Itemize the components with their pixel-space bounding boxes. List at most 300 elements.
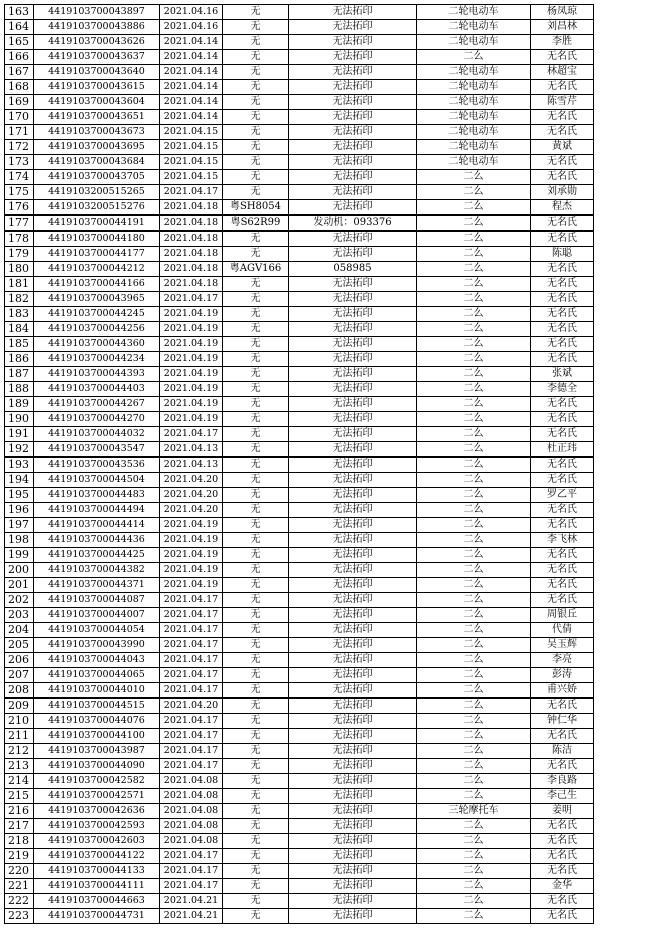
plate-cell: 无 bbox=[223, 488, 289, 503]
record-id-cell: 4419103700044100 bbox=[34, 729, 160, 744]
plate-cell: 无 bbox=[223, 307, 289, 322]
record-id-cell: 4419103700044007 bbox=[34, 608, 160, 623]
plate-cell: 无 bbox=[223, 337, 289, 352]
table-row bbox=[5, 623, 594, 638]
engine-cell: 无法拓印 bbox=[289, 155, 417, 170]
engine-cell: 无法拓印 bbox=[289, 789, 417, 804]
row-number-cell: 197 bbox=[5, 518, 34, 533]
plate-cell: 无 bbox=[223, 457, 289, 473]
date-cell: 2021.04.19 bbox=[160, 322, 223, 337]
vehicle-type-cell: 二么 bbox=[417, 879, 531, 894]
row-number-cell: 183 bbox=[5, 307, 34, 322]
row-number-cell: 172 bbox=[5, 140, 34, 155]
table-row bbox=[5, 729, 594, 744]
row-number-cell: 174 bbox=[5, 170, 34, 185]
record-id-cell: 4419103700044090 bbox=[34, 759, 160, 774]
plate-cell: 无 bbox=[223, 185, 289, 200]
date-cell: 2021.04.17 bbox=[160, 608, 223, 623]
owner-cell: 无名氏 bbox=[531, 125, 594, 140]
owner-cell: 无名氏 bbox=[531, 729, 594, 744]
row-number-cell: 215 bbox=[5, 789, 34, 804]
plate-cell: 无 bbox=[223, 608, 289, 623]
date-cell: 2021.04.15 bbox=[160, 125, 223, 140]
table-row bbox=[5, 909, 594, 924]
table-row bbox=[5, 5, 594, 20]
plate-cell: 无 bbox=[223, 322, 289, 337]
engine-cell: 无法拓印 bbox=[289, 277, 417, 292]
record-id-cell: 4419103700043987 bbox=[34, 744, 160, 759]
row-number-cell: 185 bbox=[5, 337, 34, 352]
record-id-cell: 4419103700044111 bbox=[34, 879, 160, 894]
record-id-cell: 4419103700043604 bbox=[34, 95, 160, 110]
table-row bbox=[5, 834, 594, 849]
date-cell: 2021.04.17 bbox=[160, 759, 223, 774]
record-id-cell: 4419103700044360 bbox=[34, 337, 160, 352]
engine-cell: 发动机：093376 bbox=[289, 215, 417, 231]
engine-cell: 无法拓印 bbox=[289, 382, 417, 397]
date-cell: 2021.04.17 bbox=[160, 714, 223, 729]
table-row bbox=[5, 231, 594, 247]
table-row bbox=[5, 35, 594, 50]
table-row bbox=[5, 322, 594, 337]
engine-cell: 无法拓印 bbox=[289, 638, 417, 653]
record-id-cell: 4419103700043547 bbox=[34, 442, 160, 458]
owner-cell: 金华 bbox=[531, 879, 594, 894]
row-number-cell: 165 bbox=[5, 35, 34, 50]
owner-cell: 李飞林 bbox=[531, 533, 594, 548]
owner-cell: 无名氏 bbox=[531, 292, 594, 307]
owner-cell: 无名氏 bbox=[531, 548, 594, 563]
plate-cell: 无 bbox=[223, 277, 289, 292]
vehicle-type-cell: 二轮电动车 bbox=[417, 5, 531, 20]
owner-cell: 李亮 bbox=[531, 653, 594, 668]
engine-cell: 无法拓印 bbox=[289, 200, 417, 216]
engine-cell: 无法拓印 bbox=[289, 804, 417, 819]
engine-cell: 无法拓印 bbox=[289, 653, 417, 668]
row-number-cell: 170 bbox=[5, 110, 34, 125]
engine-cell: 无法拓印 bbox=[289, 50, 417, 65]
owner-cell: 吴玉辉 bbox=[531, 638, 594, 653]
engine-cell: 无法拓印 bbox=[289, 80, 417, 95]
engine-cell: 无法拓印 bbox=[289, 714, 417, 729]
plate-cell: 无 bbox=[223, 292, 289, 307]
date-cell: 2021.04.15 bbox=[160, 140, 223, 155]
vehicle-type-cell: 二么 bbox=[417, 894, 531, 909]
owner-cell: 无名氏 bbox=[531, 563, 594, 578]
owner-cell: 无名氏 bbox=[531, 231, 594, 247]
record-id-cell: 4419103700043637 bbox=[34, 50, 160, 65]
plate-cell: 无 bbox=[223, 125, 289, 140]
date-cell: 2021.04.17 bbox=[160, 668, 223, 683]
vehicle-type-cell: 二轮电动车 bbox=[417, 65, 531, 80]
row-number-cell: 210 bbox=[5, 714, 34, 729]
engine-cell: 无法拓印 bbox=[289, 140, 417, 155]
owner-cell: 无名氏 bbox=[531, 80, 594, 95]
plate-cell: 无 bbox=[223, 50, 289, 65]
date-cell: 2021.04.08 bbox=[160, 789, 223, 804]
table-row bbox=[5, 65, 594, 80]
owner-cell: 周银丘 bbox=[531, 608, 594, 623]
record-id-cell: 4419103700044087 bbox=[34, 593, 160, 608]
engine-cell: 无法拓印 bbox=[289, 5, 417, 20]
record-id-cell: 4419103700042636 bbox=[34, 804, 160, 819]
date-cell: 2021.04.16 bbox=[160, 20, 223, 35]
owner-cell: 无名氏 bbox=[531, 397, 594, 412]
record-id-cell: 4419103700044267 bbox=[34, 397, 160, 412]
plate-cell: 无 bbox=[223, 412, 289, 427]
vehicle-type-cell: 二么 bbox=[417, 789, 531, 804]
owner-cell: 无名氏 bbox=[531, 170, 594, 185]
table-row bbox=[5, 563, 594, 578]
record-id-cell: 4419103200515276 bbox=[34, 200, 160, 216]
row-number-cell: 208 bbox=[5, 683, 34, 699]
row-number-cell: 171 bbox=[5, 125, 34, 140]
engine-cell: 无法拓印 bbox=[289, 322, 417, 337]
plate-cell: 无 bbox=[223, 442, 289, 458]
vehicle-type-cell: 二轮电动车 bbox=[417, 95, 531, 110]
plate-cell: 无 bbox=[223, 834, 289, 849]
owner-cell: 无名氏 bbox=[531, 894, 594, 909]
row-number-cell: 222 bbox=[5, 894, 34, 909]
record-id-cell: 4419103700043965 bbox=[34, 292, 160, 307]
row-number-cell: 211 bbox=[5, 729, 34, 744]
plate-cell: 无 bbox=[223, 804, 289, 819]
engine-cell: 无法拓印 bbox=[289, 578, 417, 593]
plate-cell: 无 bbox=[223, 744, 289, 759]
row-number-cell: 168 bbox=[5, 80, 34, 95]
engine-cell: 无法拓印 bbox=[289, 65, 417, 80]
plate-cell: 无 bbox=[223, 849, 289, 864]
vehicle-type-cell: 二么 bbox=[417, 533, 531, 548]
record-id-cell: 4419103700042582 bbox=[34, 774, 160, 789]
plate-cell: 无 bbox=[223, 593, 289, 608]
record-id-cell: 4419103700044414 bbox=[34, 518, 160, 533]
plate-cell: 无 bbox=[223, 427, 289, 442]
engine-cell: 无法拓印 bbox=[289, 125, 417, 140]
table-row bbox=[5, 367, 594, 382]
row-number-cell: 163 bbox=[5, 5, 34, 20]
row-number-cell: 216 bbox=[5, 804, 34, 819]
table-row bbox=[5, 427, 594, 442]
record-id-cell: 4419103700043626 bbox=[34, 35, 160, 50]
table-row bbox=[5, 247, 594, 262]
plate-cell: 无 bbox=[223, 759, 289, 774]
vehicle-type-cell: 二么 bbox=[417, 759, 531, 774]
engine-cell: 无法拓印 bbox=[289, 683, 417, 699]
plate-cell: 无 bbox=[223, 35, 289, 50]
row-number-cell: 207 bbox=[5, 668, 34, 683]
table-row bbox=[5, 292, 594, 307]
record-id-cell: 4419103700044054 bbox=[34, 623, 160, 638]
date-cell: 2021.04.19 bbox=[160, 563, 223, 578]
vehicle-type-cell: 二么 bbox=[417, 488, 531, 503]
date-cell: 2021.04.19 bbox=[160, 382, 223, 397]
row-number-cell: 205 bbox=[5, 638, 34, 653]
vehicle-type-cell: 二么 bbox=[417, 638, 531, 653]
vehicle-type-cell: 二么 bbox=[417, 231, 531, 247]
date-cell: 2021.04.19 bbox=[160, 367, 223, 382]
row-number-cell: 167 bbox=[5, 65, 34, 80]
vehicle-type-cell: 二么 bbox=[417, 262, 531, 277]
engine-cell: 无法拓印 bbox=[289, 35, 417, 50]
row-number-cell: 192 bbox=[5, 442, 34, 458]
vehicle-type-cell: 三轮摩托车 bbox=[417, 804, 531, 819]
date-cell: 2021.04.19 bbox=[160, 307, 223, 322]
date-cell: 2021.04.17 bbox=[160, 185, 223, 200]
date-cell: 2021.04.18 bbox=[160, 277, 223, 292]
plate-cell: 无 bbox=[223, 638, 289, 653]
record-id-cell: 4419103700043684 bbox=[34, 155, 160, 170]
record-id-cell: 4419103700044032 bbox=[34, 427, 160, 442]
row-number-cell: 164 bbox=[5, 20, 34, 35]
row-number-cell: 202 bbox=[5, 593, 34, 608]
record-id-cell: 4419103700044180 bbox=[34, 231, 160, 247]
table-row bbox=[5, 503, 594, 518]
record-id-cell: 4419103700044245 bbox=[34, 307, 160, 322]
vehicle-type-cell: 二么 bbox=[417, 608, 531, 623]
date-cell: 2021.04.17 bbox=[160, 683, 223, 699]
table-row bbox=[5, 170, 594, 185]
vehicle-type-cell: 二么 bbox=[417, 593, 531, 608]
plate-cell: 无 bbox=[223, 110, 289, 125]
row-number-cell: 198 bbox=[5, 533, 34, 548]
owner-cell: 无名氏 bbox=[531, 352, 594, 367]
owner-cell: 无名氏 bbox=[531, 155, 594, 170]
plate-cell: 无 bbox=[223, 170, 289, 185]
date-cell: 2021.04.13 bbox=[160, 457, 223, 473]
engine-cell: 无法拓印 bbox=[289, 774, 417, 789]
table-body bbox=[5, 5, 594, 924]
record-id-cell: 4419103700044483 bbox=[34, 488, 160, 503]
vehicle-type-cell: 二么 bbox=[417, 352, 531, 367]
record-id-cell: 4419103700044504 bbox=[34, 473, 160, 488]
row-number-cell: 196 bbox=[5, 503, 34, 518]
row-number-cell: 213 bbox=[5, 759, 34, 774]
row-number-cell: 200 bbox=[5, 563, 34, 578]
owner-cell: 李己生 bbox=[531, 789, 594, 804]
engine-cell: 无法拓印 bbox=[289, 533, 417, 548]
vehicle-type-cell: 二么 bbox=[417, 50, 531, 65]
owner-cell: 无名氏 bbox=[531, 412, 594, 427]
row-number-cell: 169 bbox=[5, 95, 34, 110]
table-row bbox=[5, 879, 594, 894]
record-id-cell: 4419103700044133 bbox=[34, 864, 160, 879]
date-cell: 2021.04.21 bbox=[160, 909, 223, 924]
date-cell: 2021.04.17 bbox=[160, 623, 223, 638]
engine-cell: 无法拓印 bbox=[289, 170, 417, 185]
record-id-cell: 4419103200515265 bbox=[34, 185, 160, 200]
record-id-cell: 4419103700044436 bbox=[34, 533, 160, 548]
vehicle-type-cell: 二么 bbox=[417, 849, 531, 864]
date-cell: 2021.04.19 bbox=[160, 548, 223, 563]
record-id-cell: 4419103700044494 bbox=[34, 503, 160, 518]
date-cell: 2021.04.17 bbox=[160, 427, 223, 442]
row-number-cell: 184 bbox=[5, 322, 34, 337]
plate-cell: 无 bbox=[223, 548, 289, 563]
owner-cell: 无名氏 bbox=[531, 337, 594, 352]
plate-cell: 无 bbox=[223, 397, 289, 412]
vehicle-type-cell: 二么 bbox=[417, 909, 531, 924]
table-row bbox=[5, 488, 594, 503]
vehicle-type-cell: 二么 bbox=[417, 819, 531, 834]
row-number-cell: 214 bbox=[5, 774, 34, 789]
plate-cell: 无 bbox=[223, 729, 289, 744]
plate-cell: 无 bbox=[223, 623, 289, 638]
table-row bbox=[5, 95, 594, 110]
row-number-cell: 190 bbox=[5, 412, 34, 427]
plate-cell: 无 bbox=[223, 789, 289, 804]
date-cell: 2021.04.13 bbox=[160, 442, 223, 458]
plate-cell: 无 bbox=[223, 578, 289, 593]
row-number-cell: 191 bbox=[5, 427, 34, 442]
table-row bbox=[5, 140, 594, 155]
record-id-cell: 4419103700044166 bbox=[34, 277, 160, 292]
vehicle-type-cell: 二么 bbox=[417, 170, 531, 185]
vehicle-type-cell: 二么 bbox=[417, 292, 531, 307]
engine-cell: 无法拓印 bbox=[289, 110, 417, 125]
owner-cell: 无名氏 bbox=[531, 322, 594, 337]
owner-cell: 罗乙平 bbox=[531, 488, 594, 503]
owner-cell: 无名氏 bbox=[531, 819, 594, 834]
date-cell: 2021.04.18 bbox=[160, 200, 223, 216]
table-row bbox=[5, 533, 594, 548]
record-id-cell: 4419103700043705 bbox=[34, 170, 160, 185]
vehicle-type-cell: 二么 bbox=[417, 563, 531, 578]
plate-cell: 无 bbox=[223, 367, 289, 382]
vehicle-type-cell: 二么 bbox=[417, 473, 531, 488]
plate-cell: 无 bbox=[223, 382, 289, 397]
row-number-cell: 204 bbox=[5, 623, 34, 638]
vehicle-type-cell: 二轮电动车 bbox=[417, 125, 531, 140]
engine-cell: 无法拓印 bbox=[289, 292, 417, 307]
row-number-cell: 180 bbox=[5, 262, 34, 277]
date-cell: 2021.04.17 bbox=[160, 653, 223, 668]
vehicle-type-cell: 二么 bbox=[417, 518, 531, 533]
table-row bbox=[5, 20, 594, 35]
owner-cell: 刘昌林 bbox=[531, 20, 594, 35]
date-cell: 2021.04.17 bbox=[160, 744, 223, 759]
table-row bbox=[5, 352, 594, 367]
owner-cell: 代倩 bbox=[531, 623, 594, 638]
engine-cell: 无法拓印 bbox=[289, 548, 417, 563]
owner-cell: 姜明 bbox=[531, 804, 594, 819]
engine-cell: 058985 bbox=[289, 262, 417, 277]
owner-cell: 无名氏 bbox=[531, 909, 594, 924]
table-row bbox=[5, 155, 594, 170]
engine-cell: 无法拓印 bbox=[289, 427, 417, 442]
plate-cell: 粤S62R99 bbox=[223, 215, 289, 231]
record-id-cell: 4419103700044177 bbox=[34, 247, 160, 262]
vehicle-type-cell: 二么 bbox=[417, 322, 531, 337]
vehicle-type-cell: 二么 bbox=[417, 412, 531, 427]
row-number-cell: 189 bbox=[5, 397, 34, 412]
engine-cell: 无法拓印 bbox=[289, 457, 417, 473]
table-row bbox=[5, 518, 594, 533]
engine-cell: 无法拓印 bbox=[289, 488, 417, 503]
table-row bbox=[5, 593, 594, 608]
row-number-cell: 218 bbox=[5, 834, 34, 849]
engine-cell: 无法拓印 bbox=[289, 849, 417, 864]
table-row bbox=[5, 412, 594, 427]
date-cell: 2021.04.17 bbox=[160, 729, 223, 744]
plate-cell: 粤AGV166 bbox=[223, 262, 289, 277]
table-row bbox=[5, 185, 594, 200]
date-cell: 2021.04.15 bbox=[160, 155, 223, 170]
table-row bbox=[5, 457, 594, 473]
plate-cell: 无 bbox=[223, 5, 289, 20]
date-cell: 2021.04.20 bbox=[160, 473, 223, 488]
owner-cell: 无名氏 bbox=[531, 277, 594, 292]
vehicle-type-cell: 二么 bbox=[417, 834, 531, 849]
owner-cell: 无名氏 bbox=[531, 578, 594, 593]
record-id-cell: 4419103700044065 bbox=[34, 668, 160, 683]
engine-cell: 无法拓印 bbox=[289, 834, 417, 849]
plate-cell: 无 bbox=[223, 683, 289, 699]
date-cell: 2021.04.14 bbox=[160, 110, 223, 125]
date-cell: 2021.04.08 bbox=[160, 819, 223, 834]
engine-cell: 无法拓印 bbox=[289, 352, 417, 367]
record-id-cell: 4419103700044076 bbox=[34, 714, 160, 729]
record-id-cell: 4419103700043990 bbox=[34, 638, 160, 653]
row-number-cell: 209 bbox=[5, 698, 34, 714]
vehicle-type-cell: 二轮电动车 bbox=[417, 20, 531, 35]
owner-cell: 甫兴娇 bbox=[531, 683, 594, 699]
date-cell: 2021.04.17 bbox=[160, 879, 223, 894]
table-row bbox=[5, 894, 594, 909]
record-id-cell: 4419103700044663 bbox=[34, 894, 160, 909]
date-cell: 2021.04.17 bbox=[160, 638, 223, 653]
table-row bbox=[5, 125, 594, 140]
plate-cell: 无 bbox=[223, 909, 289, 924]
vehicle-type-cell: 二轮电动车 bbox=[417, 140, 531, 155]
plate-cell: 无 bbox=[223, 65, 289, 80]
engine-cell: 无法拓印 bbox=[289, 397, 417, 412]
vehicle-type-cell: 二么 bbox=[417, 457, 531, 473]
table-row bbox=[5, 849, 594, 864]
row-number-cell: 206 bbox=[5, 653, 34, 668]
record-id-cell: 4419103700044212 bbox=[34, 262, 160, 277]
table-row bbox=[5, 698, 594, 714]
plate-cell: 无 bbox=[223, 95, 289, 110]
vehicle-type-cell: 二么 bbox=[417, 277, 531, 292]
owner-cell: 无名氏 bbox=[531, 110, 594, 125]
plate-cell: 无 bbox=[223, 774, 289, 789]
table-row bbox=[5, 638, 594, 653]
date-cell: 2021.04.19 bbox=[160, 337, 223, 352]
vehicle-type-cell: 二么 bbox=[417, 668, 531, 683]
owner-cell: 无名氏 bbox=[531, 50, 594, 65]
vehicle-type-cell: 二么 bbox=[417, 337, 531, 352]
table-row bbox=[5, 714, 594, 729]
engine-cell: 无法拓印 bbox=[289, 879, 417, 894]
table-row bbox=[5, 578, 594, 593]
record-id-cell: 4419103700044515 bbox=[34, 698, 160, 714]
table-row bbox=[5, 548, 594, 563]
record-id-cell: 4419103700044382 bbox=[34, 563, 160, 578]
vehicle-type-cell: 二么 bbox=[417, 397, 531, 412]
vehicle-type-cell: 二么 bbox=[417, 185, 531, 200]
owner-cell: 张斌 bbox=[531, 367, 594, 382]
engine-cell: 无法拓印 bbox=[289, 668, 417, 683]
plate-cell: 无 bbox=[223, 819, 289, 834]
vehicle-type-cell: 二么 bbox=[417, 427, 531, 442]
record-id-cell: 4419103700044191 bbox=[34, 215, 160, 231]
plate-cell: 无 bbox=[223, 20, 289, 35]
row-number-cell: 193 bbox=[5, 457, 34, 473]
record-id-cell: 4419103700044122 bbox=[34, 849, 160, 864]
owner-cell: 陈雪芹 bbox=[531, 95, 594, 110]
owner-cell: 无名氏 bbox=[531, 849, 594, 864]
